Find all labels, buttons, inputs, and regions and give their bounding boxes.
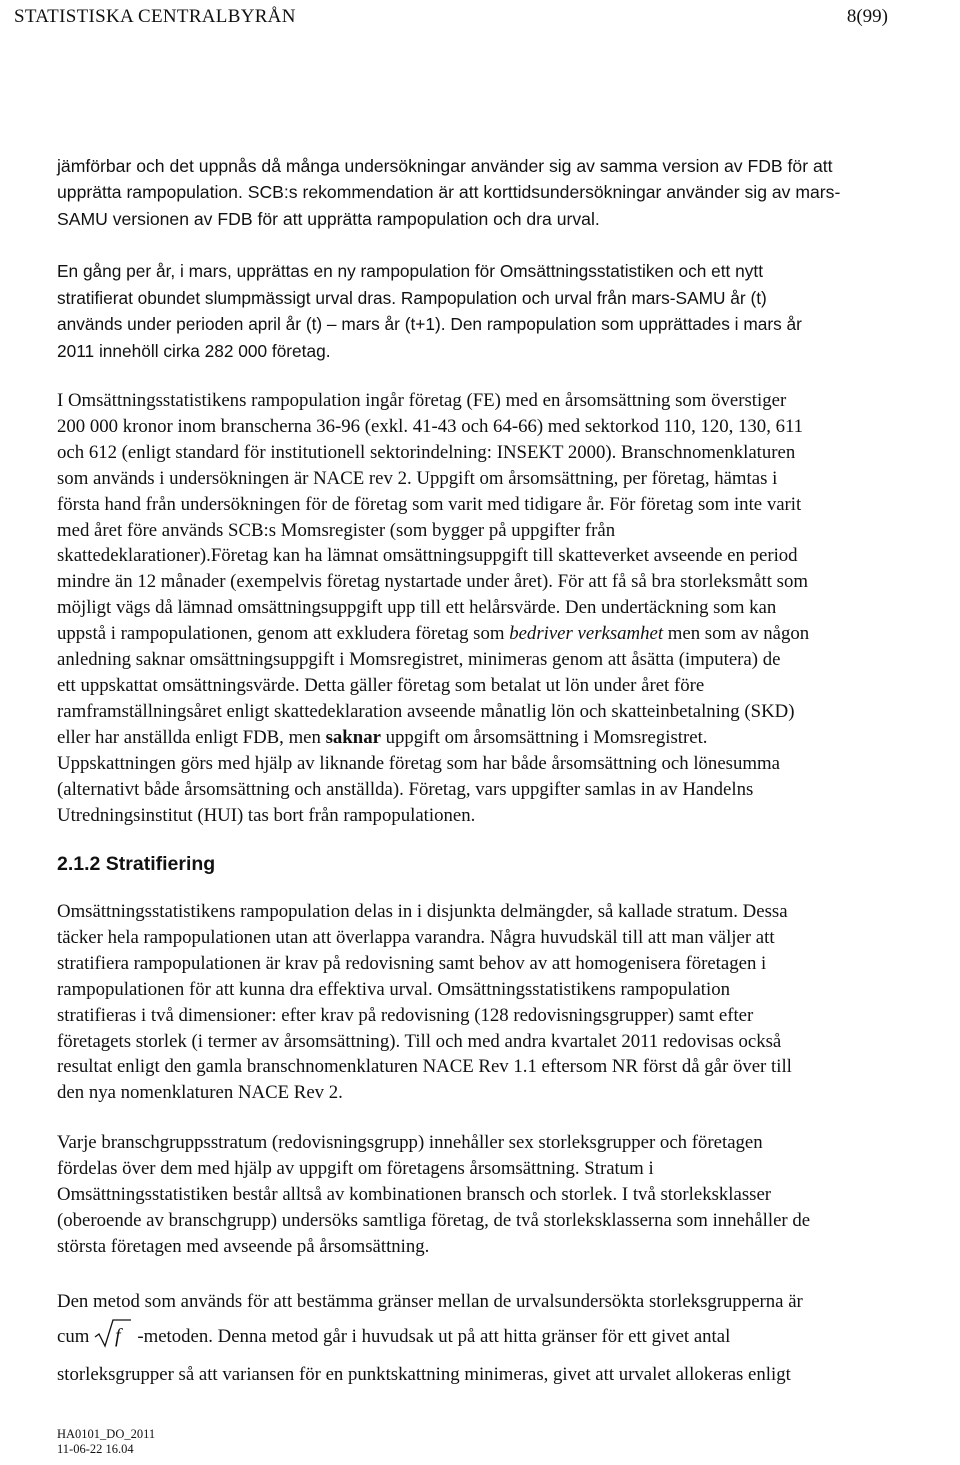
sqrt-f-symbol <box>93 1318 133 1359</box>
text-line: En gång per år, i mars, upprättas en ny rampopulation för Omsättningsstatistiken och ett nytt <box>57 261 764 281</box>
text-line: Utredningsinstitut (HUI) tas bort från rampopulationen. <box>57 804 476 826</box>
text-line: anledning saknar omsättningsuppgift i Momsregistret, minimeras genom att åsätta (imputera) de <box>57 649 781 671</box>
paragraph-fdb-version <box>57 153 952 232</box>
sqrt-f-letter: f <box>115 1325 121 1347</box>
section-heading: 2.1.2 Stratifiering <box>57 853 216 875</box>
text-line <box>57 725 952 751</box>
text-line: mindre än 12 månader (exempelvis företag nystartade under året). För att få så bra storleksmått som <box>57 571 808 593</box>
text-line: I Omsättningsstatistikens rampopulation ingår företag (FE) med en årsomsättning som överstiger <box>57 390 787 411</box>
page-number: 8(99) <box>846 6 888 27</box>
text-line: stratifiera rampopulationen är krav på redovisning samt behov av att homogenisera företagen i <box>57 952 767 974</box>
text-line: Omsättningsstatistikens rampopulation delas in i disjunkta delmängder, så kallade stratum. Dessa <box>57 901 788 922</box>
text-run: -metoden. Denna metod går i huvudsak ut på att hitta gränser för ett givet antal <box>137 1326 731 1347</box>
text-line: storleksgrupper så att variansen för en punktskattning minimeras, givet att urvalet allokeras enligt <box>57 1364 791 1385</box>
paragraph-frame-population <box>57 388 952 828</box>
text-line <box>57 621 952 647</box>
sqrt-radical-icon <box>93 1318 133 1348</box>
document-date: 11-06-22 16.04 <box>57 1442 134 1456</box>
text-line: Varje branschgruppsstratum (redovisningsgrupp) innehåller sex storleksgrupper och företagen <box>57 1132 763 1153</box>
paragraph-stratification <box>57 899 952 1106</box>
text-line: (oberoende av branschgrupp) undersöks samtliga företag, de två storleksklasserna som innehåller de <box>57 1209 811 1231</box>
page-header <box>14 6 944 28</box>
text-line: med året före används SCB:s Momsregister (som bygger på uppgifter från <box>57 519 616 541</box>
organization-name: STATISTISKA CENTRALBYRÅN <box>14 6 296 27</box>
text-line: (alternativt både årsomsättning och anställda). Företag, vars uppgifter samlas in av Handelns <box>57 778 754 800</box>
text-line: SAMU versionen av FDB för att upprätta rampopulation och dra urval. <box>57 208 600 229</box>
text-run: uppstå i rampopulationen, genom att exkludera företag som <box>57 623 510 645</box>
text-line: Omsättningsstatistiken består alltså av kombinationen bransch och storlek. I två storleksklasser <box>57 1183 772 1205</box>
bold-emphasis: saknar <box>325 726 381 748</box>
page-footer <box>57 1427 155 1457</box>
text-run: eller har anställda enligt FDB, men <box>57 726 326 748</box>
text-line: största företagen med avseende på årsomsättning. <box>57 1235 430 1257</box>
text-line: Den metod som används för att bestämma gränser mellan de urvalsundersökta storleksgrupperna är <box>57 1291 803 1312</box>
text-line: som används i undersökningen är NACE rev 2. Uppgift om årsomsättning, per företag, hämtas i <box>57 467 778 489</box>
paragraph-cum-sqrt-f <box>57 1286 952 1391</box>
text-line: 200 000 kronor inom branscherna 36-96 (exkl. 41-43 och 64-66) med sektorkod 110, 120, 130, 611 <box>57 415 804 437</box>
paragraph-annual-frame <box>57 258 952 364</box>
text-line: fördelas över dem med hjälp av uppgift om företagens årsomsättning. Stratum i <box>57 1157 654 1179</box>
italic-emphasis: bedriver verksamhet <box>509 623 664 645</box>
text-line: möjligt vägs då lämnad omsättningsuppgift upp till ett helårsvärde. Den undertäckning som kan <box>57 597 777 619</box>
text-line <box>57 1318 952 1359</box>
text-line: den nya nomenklaturen NACE Rev 2. <box>57 1082 343 1104</box>
text-line: upprätta rampopulation. SCB:s rekommendation är att korttidsundersökningar använder sig av mars- <box>57 182 841 203</box>
paragraph-size-groups <box>57 1130 952 1260</box>
text-line: och 612 (enligt standard för institutionell sektorindelning: INSEKT 2000). Branschnomenklaturen <box>57 441 796 463</box>
text-line: företagets storlek (i termer av årsomsättning). Till och med andra kvartalet 2011 redovisas också <box>57 1030 782 1052</box>
text-line: täcker hela rampopulationen utan att överlappa varandra. Några huvudskäl till att man väljer att <box>57 926 775 948</box>
document-id: HA0101_DO_2011 <box>57 1427 156 1441</box>
text-run: uppgift om årsomsättning i Momsregistret. <box>380 726 708 748</box>
text-line: ramframställningsåret enligt skattedeklaration avseende månatlig lön och skatteinbetalning (SKD) <box>57 700 795 722</box>
text-line: stratifieras i två dimensioner: efter krav på redovisning (128 redovisningsgrupper) samt efter <box>57 1004 754 1026</box>
text-line: skattedeklarationer).Företag kan ha lämnat omsättningsuppgift till skatteverket avseende en period <box>57 545 798 567</box>
text-line: ett uppskattat omsättningsvärde. Detta gäller företag som betalat ut lön under året före <box>57 674 705 696</box>
text-line: rampopulationen för att kunna dra effektiva urval. Omsättningsstatistikens rampopulation <box>57 978 731 1000</box>
text-run: cum <box>57 1326 90 1347</box>
text-line: 2011 innehöll cirka 282 000 företag. <box>57 340 331 361</box>
text-line: resultat enligt den gamla branschnomenklaturen NACE Rev 1.1 eftersom NR först då går över till <box>57 1056 792 1078</box>
text-line: stratifierat obundet slumpmässigt urval dras. Rampopulation och urval från mars-SAMU år (t) <box>57 287 767 308</box>
text-run: men som av någon <box>663 623 810 645</box>
text-line: används under perioden april år (t) – mars år (t+1). Den rampopulation som upprättades i mars år <box>57 314 802 334</box>
text-line: första hand från undersökningen för de företag som varit med tidigare år. För företag som inte varit <box>57 493 802 515</box>
text-line: jämförbar och det uppnås då många undersökningar använder sig av samma version av FDB för att <box>57 156 833 176</box>
text-line: Uppskattningen görs med hjälp av liknande företag som har både årsomsättning och lönesumma <box>57 752 780 774</box>
